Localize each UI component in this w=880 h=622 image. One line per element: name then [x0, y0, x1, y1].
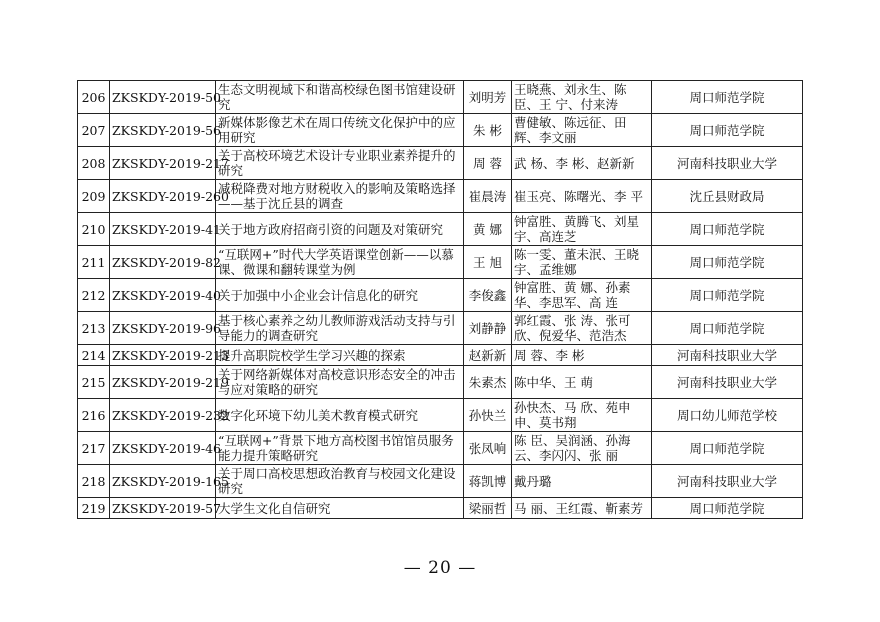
project-leader: 梁丽哲	[464, 498, 512, 519]
project-members: 孙快杰、马 欣、苑申申、莫书翔	[512, 399, 652, 432]
row-number: 209	[78, 180, 110, 213]
project-title: 数字化环境下幼儿美术教育模式研究	[216, 399, 464, 432]
project-title: 生态文明视域下和谐高校绿色图书馆建设研究	[216, 81, 464, 114]
project-members: 陈 臣、吴润涵、孙海云、李闪闪、张 丽	[512, 432, 652, 465]
project-title: 基于核心素养之幼儿教师游戏活动支持与引导能力的调查研究	[216, 312, 464, 345]
table-row	[78, 312, 803, 345]
row-number: 210	[78, 213, 110, 246]
table-row	[78, 81, 803, 114]
project-members: 武 杨、李 彬、赵新新	[512, 147, 652, 180]
project-title: 减税降费对地方财税收入的影响及策略选择——基于沈丘县的调查	[216, 180, 464, 213]
project-organization: 河南科技职业大学	[652, 366, 803, 399]
project-leader: 孙快兰	[464, 399, 512, 432]
table-row	[78, 246, 803, 279]
project-members: 郭红霞、张 涛、张可欣、倪爱华、范浩杰	[512, 312, 652, 345]
project-leader: 崔晨涛	[464, 180, 512, 213]
project-code: ZKSKDY-2019-96	[110, 312, 216, 345]
project-code: ZKSKDY-2019-40	[110, 279, 216, 312]
project-title: 关于高校环境艺术设计专业职业素养提升的研究	[216, 147, 464, 180]
table-row	[78, 399, 803, 432]
project-leader: 张凤响	[464, 432, 512, 465]
project-title: 大学生文化自信研究	[216, 498, 464, 519]
table-row	[78, 114, 803, 147]
project-code: ZKSKDY-2019-56	[110, 114, 216, 147]
row-number: 211	[78, 246, 110, 279]
project-members: 王晓燕、刘永生、陈 臣、王 宁、付来涛	[512, 81, 652, 114]
project-members: 陈一雯、董未泯、王晓宇、孟维娜	[512, 246, 652, 279]
table-row	[78, 366, 803, 399]
project-code: ZKSKDY-2019-232	[110, 399, 216, 432]
project-members: 崔玉亮、陈曙光、李 平	[512, 180, 652, 213]
row-number: 215	[78, 366, 110, 399]
project-title: “互联网+”背景下地方高校图书馆馆员服务能力提升策略研究	[216, 432, 464, 465]
row-number: 208	[78, 147, 110, 180]
row-number: 214	[78, 345, 110, 366]
project-leader: 刘静静	[464, 312, 512, 345]
project-organization: 周口师范学院	[652, 432, 803, 465]
project-leader: 朱素杰	[464, 366, 512, 399]
project-leader: 赵新新	[464, 345, 512, 366]
row-number: 207	[78, 114, 110, 147]
project-code: ZKSKDY-2019-50	[110, 81, 216, 114]
row-number: 213	[78, 312, 110, 345]
project-title: 新媒体影像艺术在周口传统文化保护中的应用研究	[216, 114, 464, 147]
project-title: “互联网+”时代大学英语课堂创新——以慕课、微课和翻转课堂为例	[216, 246, 464, 279]
row-number: 219	[78, 498, 110, 519]
project-title: 关于网络新媒体对高校意识形态安全的冲击与应对策略的研究	[216, 366, 464, 399]
project-leader: 周 蓉	[464, 147, 512, 180]
table-row	[78, 432, 803, 465]
project-code: ZKSKDY-2019-41	[110, 213, 216, 246]
project-organization: 河南科技职业大学	[652, 465, 803, 498]
project-members: 戴丹璐	[512, 465, 652, 498]
row-number: 216	[78, 399, 110, 432]
project-code: ZKSKDY-2019-57	[110, 498, 216, 519]
project-leader: 蒋凯博	[464, 465, 512, 498]
project-code: ZKSKDY-2019-213	[110, 345, 216, 366]
project-members: 陈中华、王 萌	[512, 366, 652, 399]
project-leader: 王 旭	[464, 246, 512, 279]
project-organization: 周口师范学院	[652, 213, 803, 246]
row-number: 206	[78, 81, 110, 114]
project-members: 马 丽、王红霞、靳素芳	[512, 498, 652, 519]
table-row	[78, 279, 803, 312]
row-number: 218	[78, 465, 110, 498]
table-row	[78, 498, 803, 519]
project-organization: 周口师范学院	[652, 246, 803, 279]
project-leader: 黄 娜	[464, 213, 512, 246]
project-organization: 周口师范学院	[652, 114, 803, 147]
project-organization: 周口师范学院	[652, 81, 803, 114]
project-leader: 刘明芳	[464, 81, 512, 114]
table-row	[78, 180, 803, 213]
table-row	[78, 147, 803, 180]
table-row	[78, 465, 803, 498]
project-organization: 周口师范学院	[652, 312, 803, 345]
project-organization: 河南科技职业大学	[652, 147, 803, 180]
project-title: 提升高职院校学生学习兴趣的探索	[216, 345, 464, 366]
row-number: 212	[78, 279, 110, 312]
project-code: ZKSKDY-2019-219	[110, 366, 216, 399]
project-leader: 朱 彬	[464, 114, 512, 147]
project-code: ZKSKDY-2019-217	[110, 147, 216, 180]
page-number: — 20 —	[403, 558, 477, 578]
table-row	[78, 213, 803, 246]
project-leader: 李俊鑫	[464, 279, 512, 312]
project-organization: 周口师范学院	[652, 279, 803, 312]
project-members: 周 蓉、李 彬	[512, 345, 652, 366]
project-members: 曹健敏、陈远征、田 辉、李文丽	[512, 114, 652, 147]
projects-table	[77, 80, 803, 519]
project-code: ZKSKDY-2019-46	[110, 432, 216, 465]
project-code: ZKSKDY-2019-165	[110, 465, 216, 498]
project-members: 钟富胜、黄腾飞、刘星宇、高连芝	[512, 213, 652, 246]
project-title: 关于地方政府招商引资的问题及对策研究	[216, 213, 464, 246]
row-number: 217	[78, 432, 110, 465]
project-title: 关于加强中小企业会计信息化的研究	[216, 279, 464, 312]
project-members: 钟富胜、黄 娜、孙素华、李思军、高 连	[512, 279, 652, 312]
table-row	[78, 345, 803, 366]
project-code: ZKSKDY-2019-260	[110, 180, 216, 213]
project-organization: 周口师范学院	[652, 498, 803, 519]
project-organization: 周口幼儿师范学校	[652, 399, 803, 432]
project-organization: 河南科技职业大学	[652, 345, 803, 366]
project-code: ZKSKDY-2019-82	[110, 246, 216, 279]
project-title: 关于周口高校思想政治教育与校园文化建设研究	[216, 465, 464, 498]
project-organization: 沈丘县财政局	[652, 180, 803, 213]
